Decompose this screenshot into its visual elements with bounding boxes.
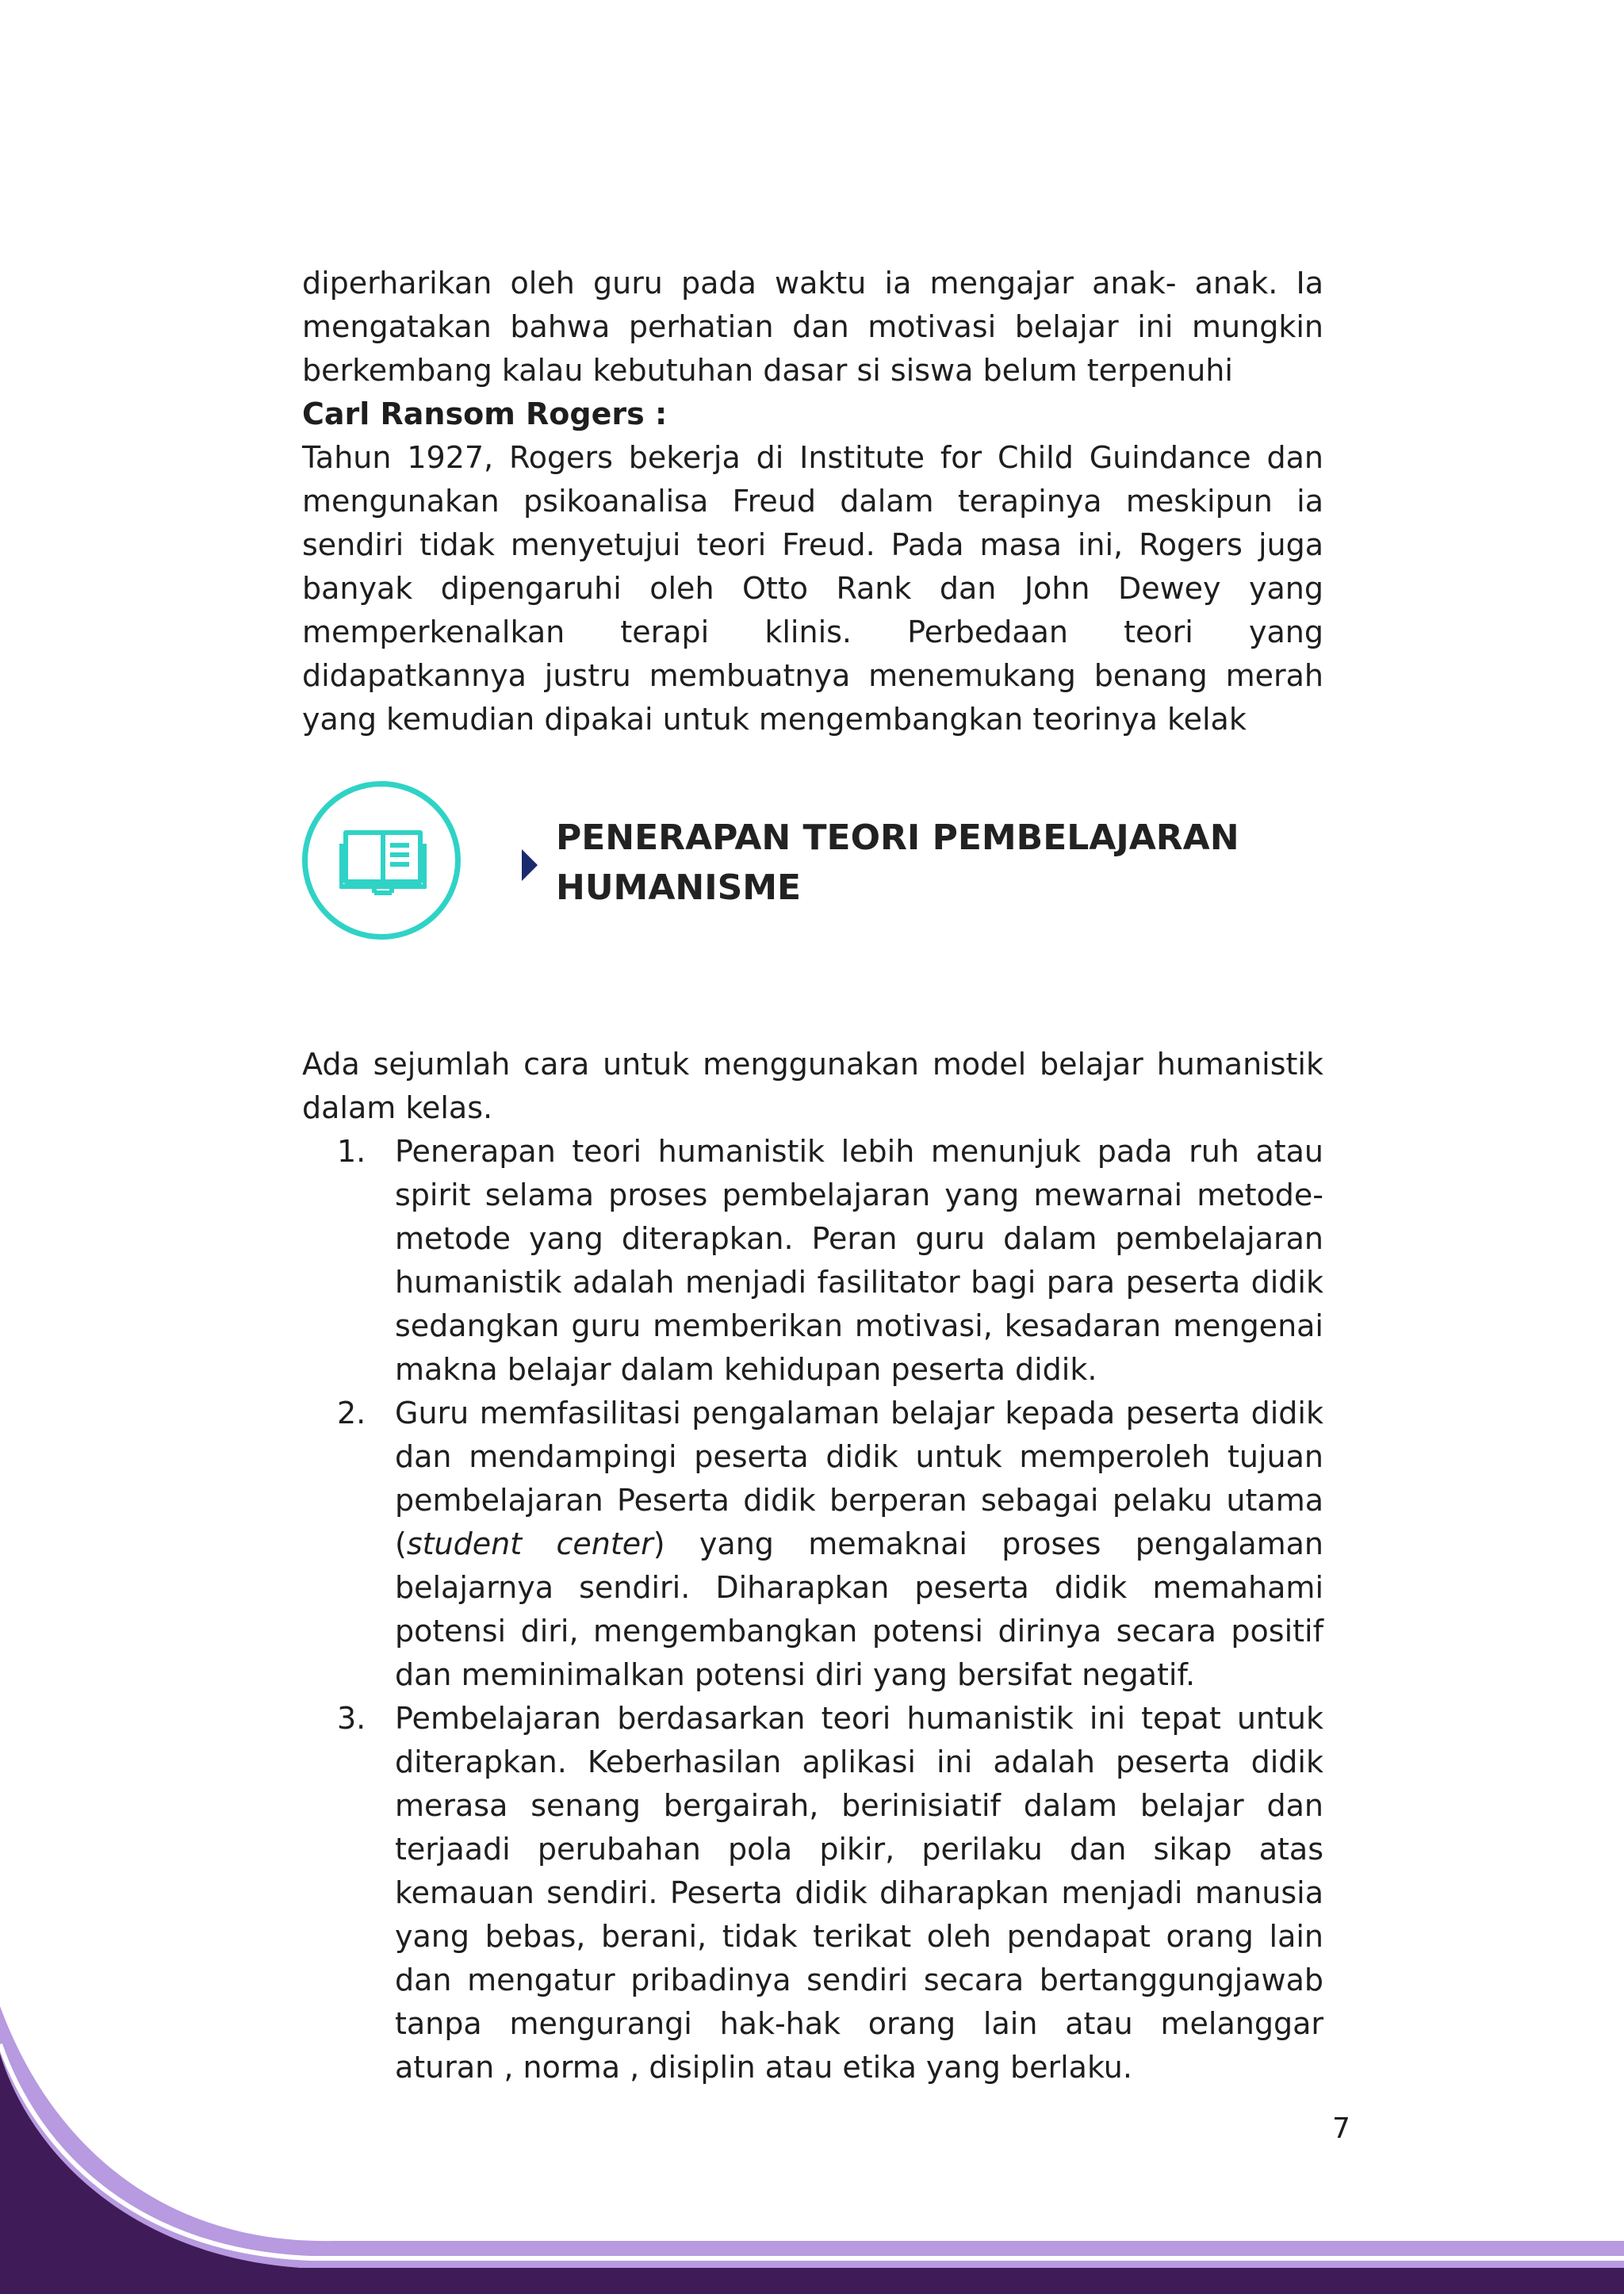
list-item-number: 2. (337, 1396, 366, 1430)
lead-paragraph: Ada sejumlah cara untuk menggunakan model belajar humanistik dalam kelas. (302, 1047, 1323, 1125)
open-book-icon (302, 781, 461, 940)
list-item (302, 1130, 1323, 1392)
section-title: PENERAPAN TEORI PEMBELAJARAN HUMANISME (556, 818, 1239, 908)
list-item-text: Pembelajaran berdasarkan teori humanistik ini tepat untuk diterapkan. Keberhasilan aplikasi ini adalah peserta didik merasa senang bergairah, berinisiatif dalam belajar dan terjaadi perubahan pola pikir, perilaku dan sikap atas kemauan sendiri. Peserta didik diharapkan menjadi manusia yang bebas, berani, tidak terikat oleh pendapat orang lain dan mengatur pribadinya sendiri secara bertanggungjawab tanpa mengurangi hak-hak orang lain atau melanggar aturan , norma , disiplin atau etika yang berlaku. (395, 1701, 1323, 2085)
rogers-heading: Carl Ransom Rogers : (302, 396, 668, 431)
list-item (302, 1392, 1323, 1697)
list-item-text-italic: student center (406, 1526, 653, 1561)
numbered-list (302, 1130, 1323, 2089)
list-item-text-before: Guru memfasilitasi pengalaman belajar kepada peserta didik dan mendampingi peserta didik untuk memperoleh tujuan pembelajaran Peserta didik berperan sebagai pelaku utama ( (395, 1396, 1323, 1561)
page-number: 7 (1332, 2112, 1350, 2145)
list-item-number: 3. (337, 1701, 366, 1736)
page-content (302, 262, 1323, 2089)
section-header (302, 781, 1323, 1043)
list-item (302, 1697, 1323, 2089)
rogers-paragraph: Tahun 1927, Rogers bekerja di Institute for Child Guindance dan mengunakan psikoanalisa Freud dalam terapinya meskipun ia sendiri tidak menyetujui teori Freud. Pada masa ini, Rogers juga banyak dipengaruhi oleh Otto Rank dan John Dewey yang memperkenalkan terapi klinis. Perbedaan teori yang didapatkannya justru membuatnya menemukang benang merah yang kemudian dipakai untuk mengembangkan teorinya kelak (302, 440, 1323, 737)
list-item-text-after: ) yang memaknai proses pengalaman belajarnya sendiri. Diharapkan peserta didik memahami potensi diri, mengembangkan potensi dirinya secara positif dan meminimalkan potensi diri yang bersifat negatif. (395, 1526, 1324, 1692)
list-item-text: Penerapan teori humanistik lebih menunjuk pada ruh atau spirit selama proses pembelajaran yang mewarnai metode-metode yang diterapkan. Peran guru dalam pembelajaran humanistik adalah menjadi fasilitator bagi para peserta didik sedangkan guru memberikan motivasi, kesadaran mengenai makna belajar dalam kehidupan peserta didik. (395, 1134, 1323, 1387)
list-item-number: 1. (337, 1134, 366, 1169)
intro-paragraph: diperharikan oleh guru pada waktu ia mengajar anak- anak. Ia mengatakan bahwa perhatian dan motivasi belajar ini mungkin berkembang kalau kebutuhan dasar si siswa belum terpenuhi (302, 266, 1323, 388)
section-arrow-icon (522, 849, 538, 881)
